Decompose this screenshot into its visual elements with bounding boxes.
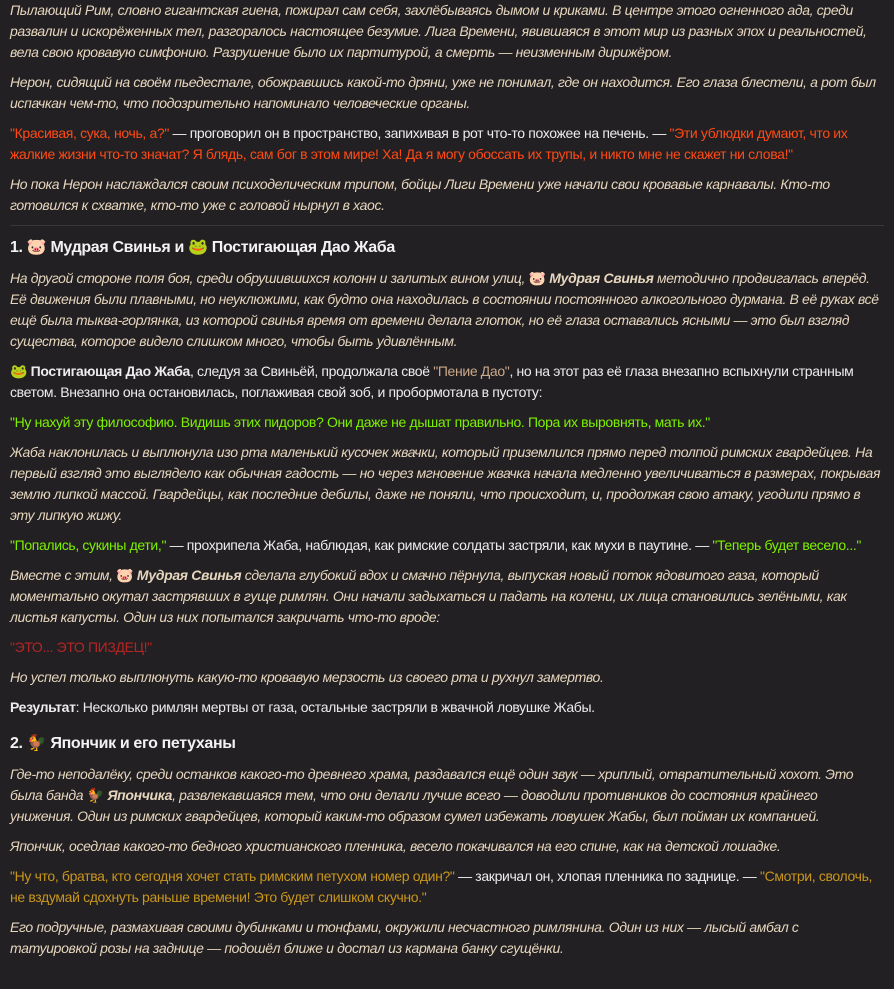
intro-paragraph-4: Но пока Нерон наслаждался своим психоделическим трипом, бойцы Лиги Времени уже начали свои кровавые карнавалы. Кто-то готовился к схватке, кто-то уже с головой нырнул в хаос. — [10, 176, 830, 213]
pig-icon: 🐷 — [116, 567, 134, 583]
character-name: Япончика — [107, 787, 173, 803]
pig-icon: 🐷 — [528, 270, 546, 286]
pig-icon: 🐷 — [26, 239, 47, 256]
section-2-paragraph-2: Япончик, оседлав какого-то бедного христианского пленника, весело покачивался на его спине, как на детской лошадке. — [10, 838, 781, 854]
section-1-paragraph-1 — [10, 268, 884, 352]
section-1-paragraph-6 — [10, 565, 884, 628]
intro-paragraph-2: Нерон, сидящий на своём пьедестале, обожравшись какой-то дряни, уже не понимал, где он находится. Его глаза блестели, а рот был испачкан чем-то, что подозрительно напоминало человеческие органы. — [10, 74, 876, 111]
dialogue-narration: — прохрипела Жаба, наблюдая, как римские солдаты застряли, как мухи в паутине. — — [166, 537, 713, 553]
text: , следуя за Свиньёй, продолжала своё — [189, 363, 434, 379]
section-title-part: Мудрая Свинья и — [50, 239, 184, 256]
section-2-paragraph-1 — [10, 764, 884, 827]
section-number: 2. — [10, 735, 23, 752]
text: На другой стороне поля боя, среди обрушившихся колонн и залитых вином улиц, — [10, 270, 529, 286]
section-number: 1. — [10, 239, 23, 256]
section-1-paragraph-8: Но успел только выплюнуть какую-то кровавую мерзость из своего рта и рухнул замертво. — [10, 669, 604, 685]
rooster-icon: 🐓 — [86, 787, 104, 803]
section-1-heading — [10, 236, 884, 260]
result-text: : Несколько римлян мертвы от газа, остальные застряли в жвачной ловушке Жабы. — [75, 699, 595, 715]
frog-icon: 🐸 — [10, 363, 28, 379]
dao-song-name: "Пение Дао" — [433, 363, 510, 379]
yaponchik-quote-2: "Смотри, сволочь, не вздумай сдохнуть раньше времени! Это будет слишком скучно." — [10, 868, 873, 905]
yaponchik-dialogue — [10, 866, 884, 908]
character-name: Мудрая Свинья — [136, 567, 242, 583]
text: методично продвигалась вперёд. Её движения были плавными, но неуклюжими, как будто она находилась в состоянии постоянного алкогольного дурмана. В её руках всё ещё была тыква-горлянка, из которой свинья время от времени делала глоток, но её глаза оставались ясными — это был взгляд существа, которое видело слишком много, чтобы быть удивлённым. — [10, 270, 879, 349]
frog-dialogue — [10, 535, 884, 556]
nero-quote-2: "Эти ублюдки думают, что их жалкие жизни что-то значат? Я блядь, сам бог в этом мире! Ха! Да я могу обоссать их трупы, и никто мне не скажет ни слова!" — [10, 125, 848, 162]
frog-quote: "Ну нахуй эту философию. Видишь этих пидоров? Они даже не дышат правильно. Пора их выровнять, мать их." — [10, 414, 710, 430]
section-2-paragraph-4: Его подручные, размахивая своими дубинками и тонфами, окружили несчастного римлянина. Один из них — лысый амбал с татуировкой розы на заднице — подошёл ближе и достал из кармана банку сгущёнки. — [10, 919, 799, 956]
text: Вместе с этим, — [10, 567, 117, 583]
divider — [10, 225, 884, 226]
text: сделала глубокий вдох и смачно пёрнула, выпуская новый поток ядовитого газа, который моментально окутал застрявших в гуще римлян. Они начали задыхаться и падать на колени, их лица становились зелёными, как листья капусты. Один из них попытался закричать что-то вроде: — [10, 567, 847, 625]
frog-quote-2: "Теперь будет весело..." — [712, 537, 862, 553]
section-1-result — [10, 697, 884, 718]
section-1-paragraph-2 — [10, 361, 884, 403]
dialogue-narration: — проговорил он в пространство, запихивая в рот что-то похожее на печень. — — [168, 125, 670, 141]
section-title: Япончик и его петуханы — [50, 735, 236, 752]
nero-quote-1: "Красивая, сука, ночь, а?" — [10, 125, 169, 141]
dying-shout: "ЭТО... ЭТО ПИЗДЕЦ!" — [10, 639, 152, 655]
rooster-icon: 🐓 — [26, 735, 47, 752]
result-label: Результат — [10, 699, 76, 715]
yaponchik-quote-1: "Ну что, братва, кто сегодня хочет стать римским петухом номер один?" — [10, 868, 455, 884]
text: Где-то неподалёку, среди останков какого-то древнего храма, раздавался ещё один звук — хриплый, отвратительный хохот. Это была банда — [10, 766, 854, 803]
text: , но на этот раз её глаза внезапно вспыхнули странным светом. Внезапно она остановилась, поглаживая свой зоб, и пробормотала в пустоту: — [10, 363, 854, 400]
frog-icon: 🐸 — [188, 239, 208, 256]
section-1-paragraph-4: Жаба наклонилась и выплюнула изо рта маленький кусочек жвачки, который приземлился прямо перед толпой римских гвардейцев. На первый взгляд это выглядело как обычная гадость — но через мгновение жвачка начала медленно увеличиваться в размерах, покрывая землю липкой массой. Гвардейцы, как последние дебилы, даже не поняли, что происходит, и, продолжая свою атаку, угодили прямо в эту липкую жижу. — [10, 444, 881, 523]
text: , развлекавшаяся тем, что они делали лучше всего — доводили противников до состояния крайнего унижения. Один из римских гвардейцев, который каким-то образом сумел избежать ловушек Жабы, был пойман их компанией. — [10, 787, 820, 824]
section-title-part: Постигающая Дао Жаба — [211, 239, 395, 256]
character-name: Постигающая Дао Жаба — [30, 363, 190, 379]
nero-dialogue — [10, 123, 884, 165]
character-name: Мудрая Свинья — [549, 270, 654, 286]
intro-paragraph-1: Пылающий Рим, словно гигантская гиена, пожирал сам себя, захлёбываясь дымом и криками. В центре этого огненного ада, среди развалин и искорёженных тел, разгоралось настоящее безумие. Лига Времени, явившаяся в этот мир из разных эпох и реальностей, вела свою кровавую симфонию. Разрушение было их партитурой, а смерть — неизменным дирижёром. — [10, 2, 867, 60]
section-2-heading — [10, 732, 884, 756]
frog-quote-1: "Попались, сукины дети," — [10, 537, 167, 553]
dialogue-narration: — закричал он, хлопая пленника по заднице. — — [454, 868, 760, 884]
